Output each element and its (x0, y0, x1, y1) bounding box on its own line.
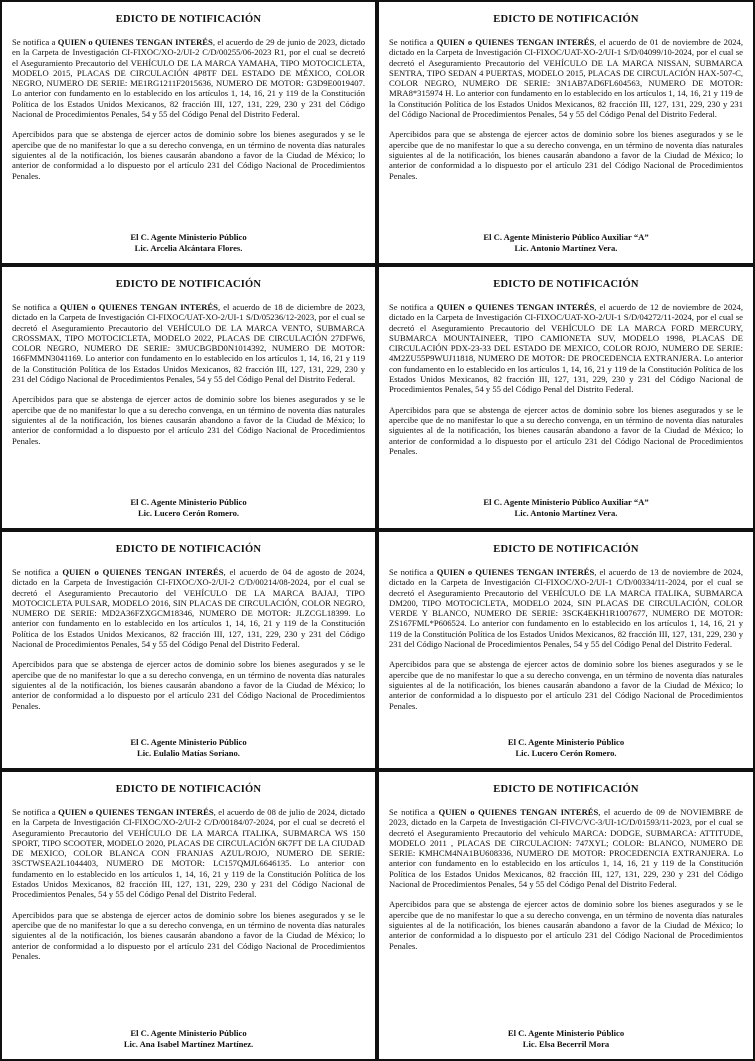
notice-intro: Se notifica a (389, 567, 437, 577)
notice-2 (377, 0, 755, 265)
notice-3 (0, 265, 377, 530)
notice-warning: Apercibidos para que se abstenga de ejercer actos de dominio sobre los bienes asegurados y se le apercibe que de no manifestar lo que a su derecho convenga, en un término de noventa días naturales siguientes al de la notificación, los bienes causarán abandono a favor de la Ciudad de México; lo anterior de conformidad a lo dispuesto por el artículo 231 del Código Nacional de Procedimientos Penales. (389, 899, 743, 951)
notice-text: , el acuerdo de 04 de agosto de 2024, dictado en la Carpeta de Investigación CI-FIXOC/XO-2/UI-2 C/D/00214/08-2024, por el cual se decretó el Aseguramiento Precautorio del VEHÍCULO DE LA MARCA BAJAJ, TIPO MOTOCICLETA PULSAR, MODELO 2016, SIN PLACAS DE CIRCULACIÓN, COLOR NEGRO, NUMERO DE SERIE: MD2A36FZXGCM18346, NUMERO DE MOTOR: JLZCGL18399. Lo anterior con fundamento en lo establecido en los artículos 1, 14, 16, 21 y 119 de la Constitución Política de los Estados Unidos Mexicanos, 82 fracción III, 127, 131, 229, 230 y 231 del Código Nacional de Procedimientos Penales, 54 y 55 del Código Penal del Distrito Federal. (12, 567, 365, 650)
notice-addressee: QUIEN o QUIENES TENGAN INTERÉS (436, 567, 595, 577)
notice-intro: Se notifica a (12, 567, 63, 577)
notice-text: , el acuerdo de 01 de noviembre de 2024, dictado en la Carpeta de Investigación CI-FIXOC/UAT-XO-2/UI-1 S/D/04099/10-2024, por el cual se decretó el Aseguramiento Precautorio del VEHÍCULO DE LA MARCA NISSAN, SUBMARCA SENTRA, TIPO SEDAN 4 PUERTAS, MODELO 2015, PLACAS DE CIRCULACIÓN HAX-507-C, COLOR NEGRO, NUMERO DE SERIE: 3N1AB7AD6FL604563, NUMERO DE MOTOR: MRA8*315974 H. Lo anterior con fundamento en lo establecido en los artículos 1, 14, 16, 21 y 119 de la Constitución Política de los Estados Unidos Mexicanos, 82 fracción III, 127, 131, 229, 230 y 231 del Código Nacional de Procedimientos Penales, 54 y 55 del Código Penal del Distrito Federal. (389, 37, 744, 120)
notice-intro: Se notifica a (12, 37, 58, 47)
notice-title: EDICTO DE NOTIFICACIÓN (115, 544, 262, 555)
notice-title: EDICTO DE NOTIFICACIÓN (493, 279, 639, 290)
notice-intro: Se notifica a (389, 807, 439, 817)
notice-body (12, 37, 365, 119)
notice-title: EDICTO DE NOTIFICACIÓN (115, 14, 262, 25)
notice-intro: Se notifica a (12, 302, 60, 312)
notice-signature (389, 737, 743, 762)
signature-name: Lic. Antonio Martínez Vera. (514, 507, 618, 518)
signature-role: El C. Agente Ministerio Público (130, 497, 247, 507)
notice-warning: Apercibidos para que se abstenga de ejercer actos de dominio sobre los bienes asegurados y se le apercibe que de no manifestar lo que a su derecho convenga, en un término de noventa días naturales siguientes al de la notificación, los bienes causarán abandono a favor de la Ciudad de México; lo anterior de conformidad a lo dispuesto por el artículo 231 del Código Nacional de Procedimientos Penales. (389, 659, 743, 711)
notice-title: EDICTO DE NOTIFICACIÓN (493, 784, 639, 795)
notice-warning: Apercibidos para que se abstenga de ejercer actos de dominio sobre los bienes asegurados y se le apercibe que de no manifestar lo que a su derecho convenga, en un término de noventa días naturales siguientes al de la notificación, los bienes causarán abandono a favor de la Ciudad de México; lo anterior de conformidad a lo dispuesto por el artículo 231 del Código Nacional de Procedimientos Penales. (12, 909, 365, 961)
notice-body (389, 807, 743, 889)
signature-role: El C. Agente Ministerio Público Auxiliar “A” (483, 232, 649, 242)
notice-intro: Se notifica a (12, 807, 59, 817)
notice-7 (0, 770, 377, 1061)
notice-signature (12, 737, 365, 762)
notice-text: , el acuerdo de 08 de julio de 2024, dictado en la Carpeta de Investigación CI-FIXOC/XO-2/UI-2 C/D/00184/07-2024, por el cual se decretó el Aseguramiento Precautorio del VEHÍCULO DE LA MARCA ITALIKA, SUBMARCA WS 150 SPORT, TIPO SCOOTER, MODELO 2020, PLACAS DE CIRCULACIÓN 6K7FT DE LA CIUDAD DE MEXICO, COLOR BLANCA CON FRANJAS AZUL/ROJO, NUMERO DE SERIE: 3SCTWSEA2L1044403, NUMERO DE MOTOR: LC157QMJL6646135. Lo anterior con fundamento en lo establecido en los artículos 1, 14, 16, 21 y 119 de la Constitución Política de los Estados Unidos Mexicanos, 82 fracción III, 127, 131, 229, 230 y 231 del Código Nacional de Procedimientos Penales, 54 y 55 del Código Penal del Distrito Federal. (12, 807, 365, 900)
notice-signature (389, 1028, 743, 1053)
notice-text: , el acuerdo de 13 de noviembre de 2024, dictado en la Carpeta de Investigación CI-FIXOC/XO-2/UI-1 C/D/00334/11-2024, por el cual se decretó el Aseguramiento Precautorio del VEHÍCULO DE LA MARCA ITALIKA, SUBMARCA DM200, TIPO MOTOCICLETA, MODELO 2024, SIN PLACAS DE CIRCULACIÓN, COLOR VERDE Y BLANCO, NUMERO DE SERIE: 3SCK4EKH1R1007677, NUMERO DE MOTOR: ZS167FML*P606524. Lo anterior con fundamento en lo establecido en los artículos 1, 14, 16, 21 y 119 de la Constitución Política de los Estados Unidos Mexicanos, 82 fracción III, 127, 131, 229, 230 y 231 del Código Nacional de Procedimientos Penales, 54 y 55 del Código Penal del Distrito Federal. (389, 567, 744, 650)
signature-role: El C. Agente Ministerio Público (130, 232, 247, 242)
notice-1 (0, 0, 377, 265)
notice-warning: Apercibidos para que se abstenga de ejercer actos de dominio sobre los bienes asegurados y se le apercibe que de no manifestar lo que a su derecho convenga, en un término de noventa días naturales siguientes al de la notificación, los bienes causarán abandono a favor de la Ciudad de México; lo anterior de conformidad a lo dispuesto por el artículo 231 del Código Nacional de Procedimientos Penales. (12, 129, 365, 181)
notice-body (12, 807, 365, 900)
notice-text: , el acuerdo de 29 de junio de 2023, dictado en la Carpeta de Investigación CI-FIXOC/XO-2/UI-2 C/D/00255/06-2023 R1, por el cual se decretó el Aseguramiento Precautorio del VEHÍCULO DE LA MARCA YAMAHA, TIPO MOTOCICLETA, MODELO 2015, PLACAS DE CIRCULACIÓN 4P8TF DEL ESTADO DE MÉXICO, COLOR NEGRO, NUMERO DE SERIE: ME1RG1211F2015636, NUMERO DE MOTOR: G3D9E0019407. Lo anterior con fundamento en lo establecido en los artículos 1, 14, 16, 21 y 119 de la Constitución Política de los Estados Unidos Mexicanos, 82 fracción III, 127, 131, 229, 230 y 231 del Código Nacional de Procedimientos Penales, 54 y 55 del Código Penal del Distrito Federal. (12, 37, 365, 120)
signature-name: Lic. Elsa Becerril Mora (522, 1038, 610, 1049)
notice-4 (377, 265, 755, 530)
notice-body (389, 302, 743, 395)
notice-6 (377, 530, 755, 770)
notice-signature (12, 232, 365, 257)
notice-title: EDICTO DE NOTIFICACIÓN (115, 279, 262, 290)
notice-intro: Se notifica a (389, 37, 437, 47)
notice-addressee: QUIEN o QUIENES TENGAN INTERÉS (57, 37, 213, 47)
notice-8 (377, 770, 755, 1061)
signature-name: Lic. Lucero Cerón Romero. (137, 507, 240, 518)
notice-addressee: QUIEN o QUIENES TENGAN INTERÉS (62, 567, 224, 577)
signature-name: Lic. Ana Isabel Martínez Martínez. (123, 1038, 254, 1049)
notice-addressee: QUIEN o QUIENES TENGAN INTERÉS (58, 807, 214, 817)
signature-name: Lic. Antonio Martínez Vera. (514, 242, 618, 253)
notice-signature (389, 497, 743, 522)
notice-body (12, 567, 365, 649)
signature-name: Lic. Lucero Cerón Romero. (515, 747, 617, 758)
signature-role: El C. Agente Ministerio Público (130, 1028, 247, 1038)
notice-addressee: QUIEN o QUIENES TENGAN INTERÉS (436, 302, 595, 312)
notice-text: , el acuerdo de 12 de noviembre de 2024, dictado en la Carpeta de Investigación CI-FIXOC/UAT-XO-2/UI-1 S/D/04272/11-2024, por el cual se decretó el Aseguramiento Precautorio del VEHÍCULO DE LA MARCA FORD MERCURY, SUBMARCA MOUNTAINEER, TIPO CAMIONETA SUV, MODELO 1998, PLACAS DE CIRCULACIÓN PDX-23-33 DEL ESTADO DE MEXICO, COLOR ROJO, NUMERO DE SERIE: 4M2ZU55P9WUJ11818, NUMERO DE MOTOR: DE PROCEDENCIA EXTRANJERA. Lo anterior con fundamento en lo establecido en los artículos 1, 14, 16, 21 y 119 de la Constitución Política de los Estados Unidos Mexicanos, 82 fracción III, 127, 131, 229, 230 y 231 del Código Nacional de Procedimientos Penales, 54 y 55 del Código Penal del Distrito Federal. (389, 302, 744, 395)
notice-title: EDICTO DE NOTIFICACIÓN (493, 14, 639, 25)
notice-text: , el acuerdo de 18 de diciembre de 2023, dictado en la Carpeta de Investigación CI-FIXOC/UAT-XO-2/UI-1 S/D/05236/12-2023, por el cual se decretó el Aseguramiento Precautorio del VEHÍCULO DE LA MARCA VENTO, SUBMARCA CROSSMAX, TIPO MOTOCICLETA, MODELO 2022, PLACAS DE CIRCULACIÓN 27DFW6, COLOR NEGRO, NUMERO DE SERIE: 3MUCBGBD0N1014392, NUMERO DE MOTOR: 166FMMN3041169. Lo anterior con fundamento en lo establecido en los artículos 1, 14, 16, 21 y 119 de la Constitución Política de los Estados Unidos Mexicanos, 82 fracción III, 127, 131, 229, 230 y 231 del Código Nacional de Procedimientos Penales, 54 y 55 del Código Penal del Distrito Federal. (12, 302, 366, 385)
signature-name: Lic. Arcelia Alcántara Flores. (134, 242, 243, 253)
notice-addressee: QUIEN o QUIENES TENGAN INTERÉS (436, 37, 595, 47)
notice-warning: Apercibidos para que se abstenga de ejercer actos de dominio sobre los bienes asegurados y se le apercibe que de no manifestar lo que a su derecho convenga, en un término de noventa días naturales siguientes al de la notificación, los bienes causarán abandono a favor de la Ciudad de México; lo anterior de conformidad a lo dispuesto por el artículo 231 del Código Nacional de Procedimientos Penales. (12, 659, 365, 711)
notice-addressee: QUIEN o QUIENES TENGAN INTERÉS (60, 302, 218, 312)
notice-signature (12, 1028, 365, 1053)
notice-warning: Apercibidos para que se abstenga de ejercer actos de dominio sobre los bienes asegurados y se le apercibe que de no manifestar lo que a su derecho convenga, en un término de noventa días naturales siguientes al de la notificación, los bienes causarán abandono a favor de la Ciudad de México; lo anterior de conformidad a lo dispuesto por el artículo 231 del Código Nacional de Procedimientos Penales. (12, 394, 365, 446)
signature-name: Lic. Eulalio Matías Soriano. (137, 747, 240, 758)
notice-warning: Apercibidos para que se abstenga de ejercer actos de dominio sobre los bienes asegurados y se le apercibe que de no manifestar lo que a su derecho convenga, en un término de noventa días naturales siguientes al de la notificación, los bienes causarán abandono a favor de la Ciudad de México; lo anterior de conformidad a lo dispuesto por el artículo 231 del Código Nacional de Procedimientos Penales. (389, 404, 743, 456)
notice-body (12, 302, 365, 384)
notice-warning: Apercibidos para que se abstenga de ejercer actos de dominio sobre los bienes asegurados y se le apercibe que de no manifestar lo que a su derecho convenga, en un término de noventa días naturales siguientes al de la notificación, los bienes causarán abandono a favor de la Ciudad de México; lo anterior de conformidad a lo dispuesto por el artículo 231 del Código Nacional de Procedimientos Penales. (389, 129, 743, 181)
notice-title: EDICTO DE NOTIFICACIÓN (493, 544, 639, 555)
notice-text: , el acuerdo de 09 de NOVIEMBRE de 2023, dictado en la Carpeta de Investigación CI-FIVC/VC-3/UI-1C/D/01593/11-2023, por el cual se decretó el Aseguramiento Precautorio del vehículo MARCA: DODGE, SUBMARCA: ATTITUDE, MODELO 2011 , PLACAS DE CIRCULACION: 747XYL; COLOR: BLANCO, NUMERO DE SERIE: KMHCM4NA1BU608336, NUMERO DE MOTOR: PROCEDENCIA EXTRANJERA. Lo anterior con fundamento en lo establecido en los artículos 1, 14, 16, 21 y 119 de la Constitución Política de los Estados Unidos Mexicanos, 82 fracción III, 127, 131, 229, 230 y 231 del Código Nacional de Procedimientos Penales, 54 y 55 del Código Penal del Distrito Federal. (389, 807, 743, 890)
notice-body (389, 567, 743, 649)
signature-role: El C. Agente Ministerio Público (507, 1028, 625, 1038)
notice-5 (0, 530, 377, 770)
notice-signature (389, 232, 743, 257)
notice-body (389, 37, 743, 119)
notice-title: EDICTO DE NOTIFICACIÓN (115, 784, 262, 795)
signature-role: El C. Agente Ministerio Público (507, 737, 625, 747)
signature-role: El C. Agente Ministerio Público Auxiliar “A” (483, 497, 649, 507)
notice-signature (12, 497, 365, 522)
signature-role: El C. Agente Ministerio Público (130, 737, 247, 747)
notice-addressee: QUIEN o QUIENES TENGAN INTERÉS (438, 807, 599, 817)
notice-intro: Se notifica a (389, 302, 437, 312)
